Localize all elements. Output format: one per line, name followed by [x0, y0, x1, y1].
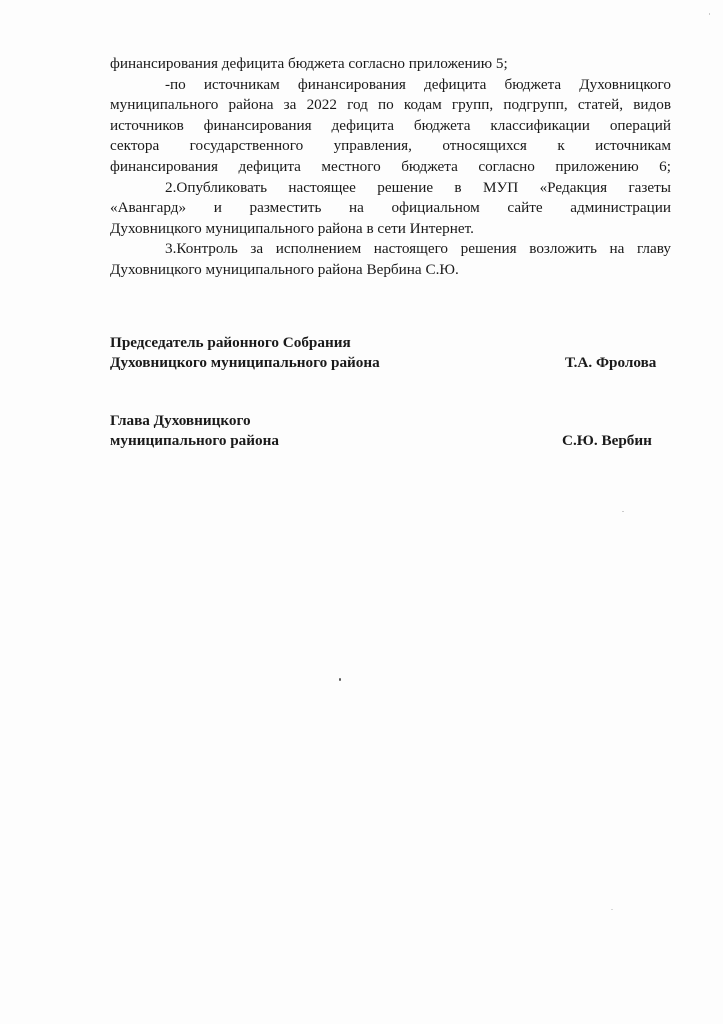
paragraph-publish-line-1: 2.Опубликовать настоящее решение в МУП «Редакция газеты — [165, 178, 671, 196]
paragraph-sources-line-3: источников финансирования дефицита бюджета классификации операций — [110, 116, 671, 134]
paragraph-control-line-1: 3.Контроль за исполнением настоящего решения возложить на главу — [165, 240, 671, 258]
paragraph-publish-line-2: «Авангард» и разместить на официальном сайте администрации — [110, 199, 671, 217]
paragraph-control-line-2: Духовницкого муниципального района Вербина С.Ю. — [110, 260, 459, 278]
signature-1-name: Т.А. Фролова — [565, 354, 657, 371]
signature-1-title-line-1: Председатель районного Собрания — [110, 334, 351, 351]
paragraph-sources-line-1: -по источникам финансирования дефицита бюджета Духовницкого — [165, 75, 671, 93]
scan-speck — [622, 511, 624, 512]
paragraph-sources-line-5: финансирования дефицита местного бюджета согласно приложению 6; — [110, 157, 671, 175]
document-body — [110, 54, 671, 281]
signature-1-title-line-2: Духовницкого муниципального района — [110, 354, 380, 371]
signature-2-title-line-2: муниципального района — [110, 432, 279, 449]
paragraph-sources-line-4: сектора государственного управления, относящихся к источникам — [110, 137, 671, 155]
paragraph-appendix5-line-1: финансирования дефицита бюджета согласно приложению 5; — [110, 55, 508, 72]
paragraph-publish-line-3: Духовницкого муниципального района в сети Интернет. — [110, 219, 474, 237]
signature-2-title-line-1: Глава Духовницкого — [110, 412, 251, 429]
scan-speck — [611, 909, 613, 910]
signature-2-name: С.Ю. Вербин — [562, 432, 652, 449]
scan-speck — [339, 678, 341, 681]
paragraph-sources-line-2: муниципального района за 2022 год по кодам групп, подгрупп, статей, видов — [110, 96, 671, 114]
scan-speck — [709, 13, 710, 15]
